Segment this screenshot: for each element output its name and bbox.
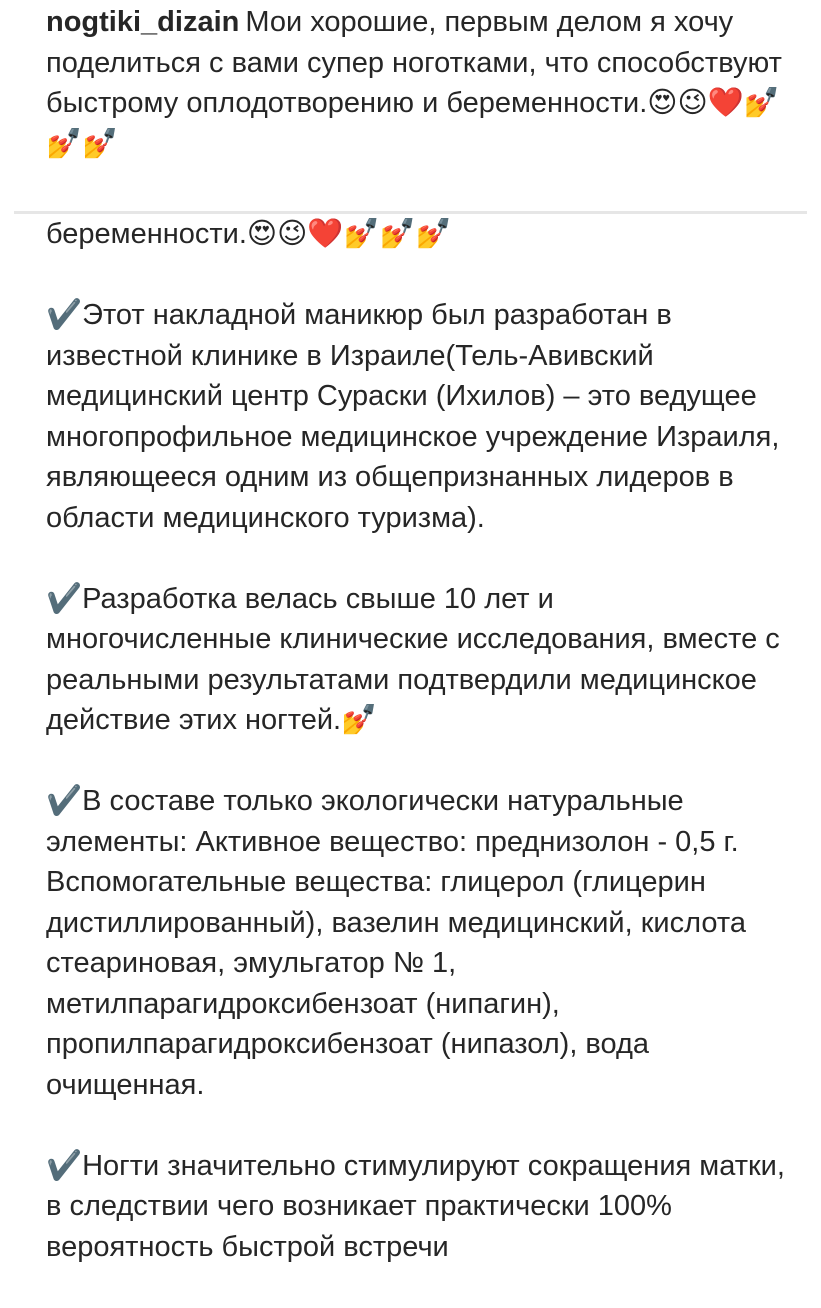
- caption-paragraph: ✔️Этот накладной маникюр был разработан в известной клинике в Израиле(Тель-Авивский медицинский центр Сураски (Ихилов) – это ведущее многопрофильное медицинское учреждение Израиля, являющееся одним из общепризнанных лидеров в области медицинского туризма).: [46, 299, 780, 534]
- caption-intro-text: Мои хорошие, первым делом я хочу поделиться с вами супер ноготками, что способствуют быстрому оплодотворению и беременности.😍😉❤️💅💅💅: [46, 6, 782, 160]
- caption-paragraph: ✔️В составе только экологически натуральные элементы: Активное вещество: преднизолон - 0,5 г. Вспомогательные вещества: глицерол (глицерин дистиллированный), вазелин медицинский, кислота стеариновая, эмульгатор № 1, метилпарагидроксибензоат (нипагин), пропилпарагидроксибензоат (нипазол), вода очищенная.: [46, 785, 746, 1101]
- post-caption-header: [46, 2, 786, 164]
- post-caption-body: [46, 214, 786, 1308]
- username-link[interactable]: nogtiki_dizain: [46, 6, 240, 38]
- caption-continued-tail: беременности.😍😉❤️💅💅💅: [46, 218, 452, 250]
- caption-paragraph: ✔️Ногти значительно стимулируют сокращения матки, в следствии чего возникает практически 100% вероятность быстрой встречи: [46, 1149, 785, 1263]
- caption-paragraph: ✔️Разработка велась свыше 10 лет и многочисленные клинические исследования, вместе с реальными результатами подтвердили медицинское действие этих ногтей.💅: [46, 582, 780, 736]
